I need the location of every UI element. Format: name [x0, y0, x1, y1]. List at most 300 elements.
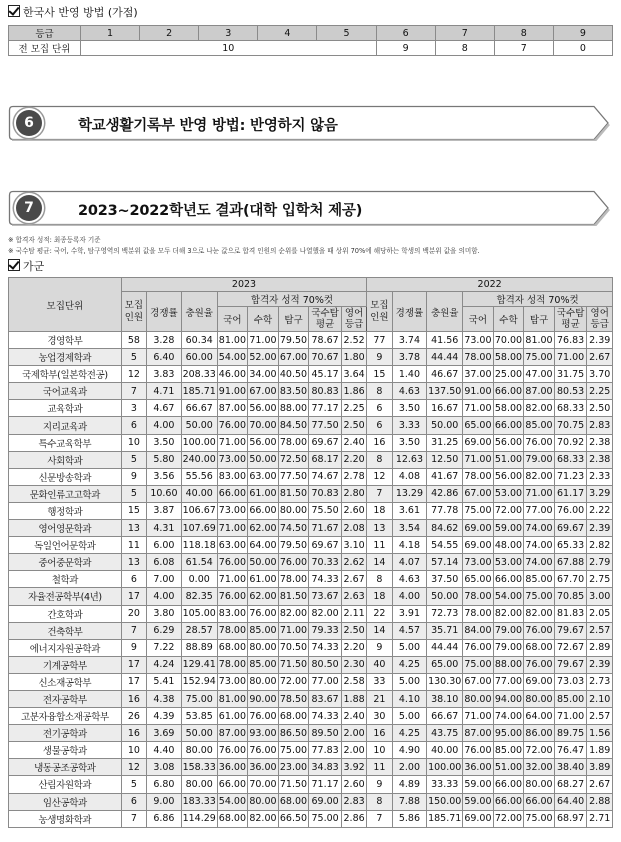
value-cell: 79.33	[309, 622, 342, 639]
value-cell: 76.00	[217, 554, 248, 571]
value-cell: 81.00	[217, 690, 248, 707]
unit-name-cell: 국제학부(일본학전공)	[9, 366, 122, 383]
grade-cell: 9	[553, 26, 612, 41]
value-cell: 16	[367, 725, 392, 742]
value-cell: 75.00	[309, 810, 342, 827]
value-cell: 70.50	[278, 639, 309, 656]
year-header-row	[9, 278, 613, 292]
value-cell: 46.00	[217, 366, 248, 383]
value-cell: 1.56	[587, 725, 613, 742]
note-score-basis: ※ 합격자 성적: 최종등록자 기준	[8, 236, 101, 244]
value-cell: 79.67	[554, 622, 587, 639]
value-cell: 54.00	[217, 349, 248, 366]
unit-name-cell: 전기공학과	[9, 725, 122, 742]
value-cell: 72.00	[524, 742, 555, 759]
table-row	[9, 502, 613, 519]
value-cell: 43.75	[427, 725, 463, 742]
value-cell: 79.67	[554, 656, 587, 673]
value-cell: 7	[367, 810, 392, 827]
value-cell: 4.31	[147, 520, 182, 537]
value-cell: 5	[121, 485, 146, 502]
value-cell: 9	[367, 639, 392, 656]
value-cell: 61.00	[217, 708, 248, 725]
value-cell: 4.25	[392, 725, 427, 742]
value-cell: 88.00	[493, 656, 524, 673]
value-cell: 80.00	[463, 690, 494, 707]
value-cell: 76.00	[217, 742, 248, 759]
value-cell: 77.83	[309, 742, 342, 759]
value-cell: 5.80	[147, 451, 182, 468]
value-cell: 8	[367, 383, 392, 400]
value-cell: 71.17	[309, 776, 342, 793]
math-header: 수학	[248, 307, 279, 332]
fill-rate-header: 충원율	[181, 292, 217, 332]
value-cell: 2.58	[341, 673, 366, 690]
value-cell: 4.08	[392, 468, 427, 485]
table-row	[9, 485, 613, 502]
value-cell: 72.50	[278, 451, 309, 468]
value-cell: 4.67	[147, 400, 182, 417]
value-cell: 71.00	[554, 349, 587, 366]
value-cell: 4.38	[147, 690, 182, 707]
value-cell: 16	[121, 690, 146, 707]
value-cell: 82.35	[181, 588, 217, 605]
value-cell: 3.83	[147, 366, 182, 383]
value-cell: 82.00	[248, 810, 279, 827]
value-cell: 76.00	[524, 434, 555, 451]
value-cell: 78.67	[309, 332, 342, 349]
value-cell: 65.00	[427, 656, 463, 673]
value-cell: 87.00	[217, 725, 248, 742]
table-row	[9, 520, 613, 537]
value-cell: 2.20	[341, 451, 366, 468]
value-cell: 70.75	[554, 417, 587, 434]
grade-cell: 6	[376, 26, 435, 41]
value-cell: 78.00	[463, 468, 494, 485]
value-cell: 3.29	[587, 485, 613, 502]
value-cell: 71.23	[554, 468, 587, 485]
unit-name-cell: 신소재공학부	[9, 673, 122, 690]
value-cell: 3.50	[147, 434, 182, 451]
value-cell: 12	[121, 759, 146, 776]
value-cell: 3.74	[392, 332, 427, 349]
value-cell: 85.00	[493, 742, 524, 759]
value-cell: 68.00	[278, 793, 309, 810]
table-row	[9, 366, 613, 383]
value-cell: 4.24	[147, 656, 182, 673]
value-cell: 2.38	[587, 434, 613, 451]
table-row	[9, 332, 613, 349]
value-cell: 3.89	[587, 759, 613, 776]
value-cell: 78.00	[463, 349, 494, 366]
value-cell: 5	[121, 776, 146, 793]
value-cell: 59.00	[493, 520, 524, 537]
quota-header: 모집 인원	[121, 292, 146, 332]
english-header: 영어 등급	[587, 307, 613, 332]
points-cell: 9	[376, 41, 435, 56]
value-cell: 7	[121, 810, 146, 827]
value-cell: 71.00	[463, 451, 494, 468]
value-cell: 2.25	[341, 400, 366, 417]
value-cell: 66.67	[427, 708, 463, 725]
table-row	[9, 400, 613, 417]
value-cell: 137.50	[427, 383, 463, 400]
value-cell: 2.33	[587, 468, 613, 485]
merged-points-cell: 10	[81, 41, 377, 56]
value-cell: 80.00	[248, 673, 279, 690]
value-cell: 31.25	[427, 434, 463, 451]
value-cell: 2.82	[587, 537, 613, 554]
value-cell: 66.00	[217, 485, 248, 502]
value-cell: 12	[367, 468, 392, 485]
value-cell: 2.50	[341, 417, 366, 434]
grade-cell: 5	[317, 26, 376, 41]
value-cell: 10	[121, 742, 146, 759]
value-cell: 58	[121, 332, 146, 349]
row-label: 전 모집 단위	[9, 41, 81, 56]
value-cell: 10.60	[147, 485, 182, 502]
value-cell: 4.00	[147, 417, 182, 434]
value-cell: 83.00	[217, 468, 248, 485]
value-cell: 4.25	[392, 656, 427, 673]
value-cell: 13	[121, 520, 146, 537]
value-cell: 83.00	[217, 605, 248, 622]
points-cell: 0	[553, 41, 612, 56]
value-cell: 75.50	[309, 502, 342, 519]
value-cell: 80.83	[309, 383, 342, 400]
unit-name-cell: 영어영문학과	[9, 520, 122, 537]
table-row	[9, 537, 613, 554]
value-cell: 7	[121, 622, 146, 639]
unit-name-cell: 국어교육과	[9, 383, 122, 400]
score-group-header: 합격자 성적 70%컷	[463, 292, 613, 307]
grade-header-row	[9, 26, 613, 41]
value-cell: 1.80	[341, 349, 366, 366]
value-cell: 69.00	[463, 434, 494, 451]
table-row	[9, 810, 613, 827]
value-cell: 3.78	[392, 349, 427, 366]
value-cell: 74.00	[524, 554, 555, 571]
value-cell: 64.00	[248, 537, 279, 554]
value-cell: 40.00	[181, 485, 217, 502]
value-cell: 2.80	[341, 485, 366, 502]
value-cell: 79.00	[493, 622, 524, 639]
section-6-banner	[8, 105, 610, 141]
value-cell: 4.39	[147, 708, 182, 725]
value-cell: 13.29	[392, 485, 427, 502]
value-cell: 2.86	[341, 810, 366, 827]
value-cell: 9	[121, 639, 146, 656]
value-cell: 69.67	[554, 520, 587, 537]
value-cell: 12	[121, 366, 146, 383]
value-cell: 2.50	[587, 400, 613, 417]
value-cell: 69.67	[309, 434, 342, 451]
value-cell: 79.00	[493, 639, 524, 656]
value-cell: 66.00	[524, 793, 555, 810]
value-cell: 21	[367, 690, 392, 707]
value-cell: 88.00	[278, 400, 309, 417]
points-cell: 7	[494, 41, 553, 56]
results-table	[8, 277, 613, 828]
table-row	[9, 725, 613, 742]
value-cell: 71.00	[524, 485, 555, 502]
value-cell: 183.33	[181, 793, 217, 810]
value-cell: 74.33	[309, 571, 342, 588]
value-cell: 34.83	[309, 759, 342, 776]
value-cell: 83.67	[309, 690, 342, 707]
value-cell: 40.00	[427, 742, 463, 759]
value-cell: 71.00	[217, 434, 248, 451]
table-row	[9, 776, 613, 793]
value-cell: 41.56	[427, 332, 463, 349]
value-cell: 75.00	[524, 810, 555, 827]
value-cell: 33	[367, 673, 392, 690]
value-cell: 14	[367, 554, 392, 571]
unit-name-cell: 사회학과	[9, 451, 122, 468]
unit-name-cell: 교육학과	[9, 400, 122, 417]
unit-name-cell: 고분자융합소재공학부	[9, 708, 122, 725]
value-cell: 42.86	[427, 485, 463, 502]
value-cell: 2.08	[341, 520, 366, 537]
table-row	[9, 468, 613, 485]
value-cell: 76.00	[217, 417, 248, 434]
value-cell: 80.00	[524, 690, 555, 707]
table-row	[9, 417, 613, 434]
value-cell: 70.00	[493, 332, 524, 349]
value-cell: 69.00	[524, 673, 555, 690]
value-cell: 2.25	[587, 383, 613, 400]
value-cell: 73.03	[554, 673, 587, 690]
value-cell: 61.00	[248, 571, 279, 588]
unit-name-cell: 철학과	[9, 571, 122, 588]
value-cell: 4.63	[392, 383, 427, 400]
value-cell: 5	[121, 349, 146, 366]
value-cell: 50.00	[248, 451, 279, 468]
value-cell: 1.89	[587, 742, 613, 759]
table-row	[9, 793, 613, 810]
value-cell: 74.50	[278, 520, 309, 537]
value-cell: 68.00	[278, 708, 309, 725]
value-cell: 50.00	[427, 417, 463, 434]
note-average-definition: ※ 국수탐 평균: 국어, 수학, 탐구영역의 백분위 값을 모두 더해 3으로 나눈 값으로 합격 인원의 순위를 나열했을 때 상위 70%에 해당하는 학생의 백분위 값을 의미함.	[8, 247, 480, 255]
value-cell: 64.40	[554, 793, 587, 810]
value-cell: 3.33	[392, 417, 427, 434]
value-cell: 70.67	[309, 349, 342, 366]
value-cell: 2.75	[587, 571, 613, 588]
value-cell: 75.00	[524, 349, 555, 366]
value-cell: 61.00	[248, 485, 279, 502]
unit-name-cell: 농생명화학과	[9, 810, 122, 827]
value-cell: 3.64	[341, 366, 366, 383]
value-cell: 100.00	[427, 759, 463, 776]
value-cell: 76.00	[278, 554, 309, 571]
value-cell: 77.50	[309, 417, 342, 434]
value-cell: 94.00	[493, 690, 524, 707]
value-cell: 68.97	[554, 810, 587, 827]
value-cell: 84.50	[278, 417, 309, 434]
value-cell: 3.50	[392, 400, 427, 417]
value-cell: 12.50	[427, 451, 463, 468]
value-cell: 152.94	[181, 673, 217, 690]
value-cell: 7.22	[147, 639, 182, 656]
value-cell: 3.28	[147, 332, 182, 349]
value-cell: 6	[121, 793, 146, 810]
value-cell: 7	[121, 383, 146, 400]
value-cell: 71.67	[309, 520, 342, 537]
value-cell: 32.00	[524, 759, 555, 776]
value-cell: 80.00	[248, 639, 279, 656]
value-cell: 129.41	[181, 656, 217, 673]
unit-name-cell: 중어중문학과	[9, 554, 122, 571]
value-cell: 91.00	[217, 383, 248, 400]
value-cell: 2.57	[587, 622, 613, 639]
value-cell: 63.00	[248, 468, 279, 485]
value-cell: 62.00	[248, 588, 279, 605]
value-cell: 28.57	[181, 622, 217, 639]
unit-name-cell: 에너지자원공학과	[9, 639, 122, 656]
value-cell: 2.57	[587, 708, 613, 725]
value-cell: 68.00	[524, 639, 555, 656]
value-cell: 18	[367, 502, 392, 519]
value-cell: 67.00	[463, 673, 494, 690]
value-cell: 61.54	[181, 554, 217, 571]
value-cell: 37.50	[427, 571, 463, 588]
competition-header: 경쟁률	[392, 292, 427, 332]
value-cell: 2.22	[587, 502, 613, 519]
value-cell: 60.34	[181, 332, 217, 349]
grade-cell: 3	[199, 26, 258, 41]
value-cell: 75.00	[278, 742, 309, 759]
value-cell: 10	[121, 434, 146, 451]
value-cell: 71.00	[217, 520, 248, 537]
table-row	[9, 759, 613, 776]
value-cell: 66.00	[217, 776, 248, 793]
value-cell: 6	[367, 400, 392, 417]
value-cell: 7	[367, 485, 392, 502]
value-cell: 86.50	[278, 725, 309, 742]
value-cell: 68.33	[554, 400, 587, 417]
value-cell: 5.86	[392, 810, 427, 827]
value-cell: 70.85	[554, 588, 587, 605]
value-cell: 74.00	[524, 520, 555, 537]
value-cell: 66.00	[493, 571, 524, 588]
value-cell: 77.00	[524, 502, 555, 519]
value-cell: 58.00	[493, 349, 524, 366]
korean-history-heading	[8, 4, 138, 20]
section-7-banner	[8, 190, 610, 226]
value-cell: 61.17	[554, 485, 587, 502]
value-cell: 51.00	[493, 759, 524, 776]
value-cell: 72.00	[278, 673, 309, 690]
value-cell: 2.52	[341, 332, 366, 349]
unit-name-cell: 임산공학과	[9, 793, 122, 810]
value-cell: 2.39	[587, 520, 613, 537]
value-cell: 72.67	[554, 639, 587, 656]
value-cell: 72.00	[493, 502, 524, 519]
value-cell: 2.71	[587, 810, 613, 827]
value-cell: 67.70	[554, 571, 587, 588]
value-cell: 76.00	[248, 708, 279, 725]
value-cell: 86.00	[524, 725, 555, 742]
unit-name-cell: 생물공학과	[9, 742, 122, 759]
value-cell: 66.00	[493, 793, 524, 810]
value-cell: 2.88	[587, 793, 613, 810]
value-cell: 78.50	[278, 690, 309, 707]
value-cell: 20	[121, 605, 146, 622]
value-cell: 2.40	[341, 434, 366, 451]
value-cell: 1.88	[341, 690, 366, 707]
value-cell: 107.69	[181, 520, 217, 537]
value-cell: 3.61	[392, 502, 427, 519]
value-cell: 50.00	[427, 588, 463, 605]
value-cell: 16	[367, 434, 392, 451]
value-cell: 68.33	[554, 451, 587, 468]
value-cell: 77.17	[309, 400, 342, 417]
value-cell: 3.70	[587, 366, 613, 383]
value-cell: 3.87	[147, 502, 182, 519]
average-header: 국수탐 평균	[554, 307, 587, 332]
unit-name-cell: 행정학과	[9, 502, 122, 519]
value-cell: 3.10	[341, 537, 366, 554]
value-cell: 6.40	[147, 349, 182, 366]
value-cell: 58.00	[493, 400, 524, 417]
unit-name-cell: 간호학과	[9, 605, 122, 622]
value-cell: 93.00	[248, 725, 279, 742]
value-cell: 63.00	[217, 537, 248, 554]
value-cell: 105.00	[181, 605, 217, 622]
value-cell: 33.33	[427, 776, 463, 793]
competition-header: 경쟁률	[147, 292, 182, 332]
value-cell: 6.08	[147, 554, 182, 571]
value-cell: 83.50	[278, 383, 309, 400]
value-cell: 44.44	[427, 349, 463, 366]
value-cell: 18	[367, 588, 392, 605]
unit-name-cell: 신문방송학과	[9, 468, 122, 485]
value-cell: 66.00	[248, 502, 279, 519]
value-cell: 75.00	[524, 588, 555, 605]
section-6-number: 6	[16, 110, 42, 136]
value-cell: 74.00	[493, 708, 524, 725]
value-cell: 71.00	[463, 708, 494, 725]
value-cell: 4.63	[392, 571, 427, 588]
inquiry-header: 탐구	[524, 307, 555, 332]
value-cell: 78.00	[463, 605, 494, 622]
value-cell: 70.92	[554, 434, 587, 451]
value-cell: 6	[121, 571, 146, 588]
value-cell: 150.00	[427, 793, 463, 810]
value-cell: 2.50	[341, 622, 366, 639]
value-cell: 11	[121, 537, 146, 554]
value-cell: 76.00	[248, 742, 279, 759]
value-cell: 2.10	[587, 690, 613, 707]
value-cell: 16	[121, 725, 146, 742]
checkbox-icon	[8, 5, 20, 17]
value-cell: 66.00	[493, 383, 524, 400]
value-cell: 66.00	[493, 776, 524, 793]
value-cell: 12.63	[392, 451, 427, 468]
value-cell: 56.00	[493, 468, 524, 485]
value-cell: 9	[121, 468, 146, 485]
value-cell: 56.00	[248, 434, 279, 451]
value-cell: 9.00	[147, 793, 182, 810]
value-cell: 71.00	[463, 400, 494, 417]
unit-name-cell: 냉동공조공학과	[9, 759, 122, 776]
value-cell: 76.00	[463, 639, 494, 656]
table-row	[9, 656, 613, 673]
value-cell: 76.47	[554, 742, 587, 759]
value-cell: 81.83	[554, 605, 587, 622]
value-cell: 9	[367, 776, 392, 793]
